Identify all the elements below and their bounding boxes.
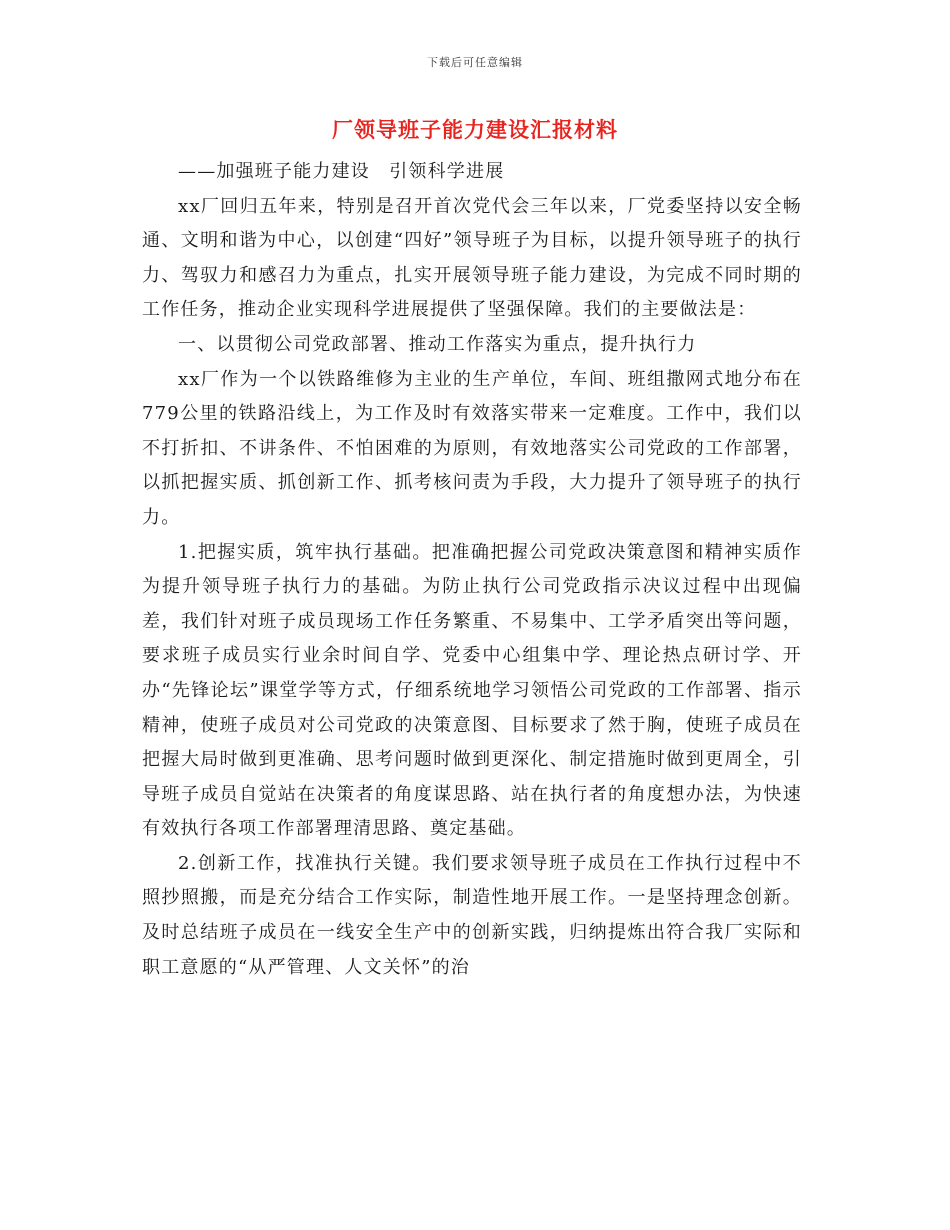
document-body <box>142 155 802 985</box>
document-title: 厂领导班子能力建设汇报材料 <box>332 117 618 142</box>
paragraph: xx厂回归五年来，特别是召开首次党代会三年以来，厂党委坚持以安全畅通、文明和谐为中心，以创建“四好”领导班子为目标，以提升领导班子的执行力、驾驭力和感召力为重点，扎实开展领导班子能力建设，为完成不同时期的工作任务，推动企业实现科学进展提供了坚强保障。我们的主要做法是： <box>142 195 802 321</box>
paragraph: 1.把握实质，筑牢执行基础。把准确把握公司党政决策意图和精神实质作为提升领导班子执行力的基础。为防止执行公司党政指示决议过程中出现偏差，我们针对班子成员现场工作任务繁重、不易集中、工学矛盾突出等问题，要求班子成员实行业余时间自学、党委中心组集中学、理论热点研讨学、开办“先锋论坛”课堂学等方式，仔细系统地学习领悟公司党政的工作部署、指示精神，使班子成员对公司党政的决策意图、目标要求了然于胸，使班子成员在把握大局时做到更准确、思考问题时做到更深化、制定措施时做到更周全，引导班子成员自觉站在决策者的角度谋思路、站在执行者的角度想办法，为快速有效执行各项工作部署理清思路、奠定基础。 <box>142 541 802 840</box>
section-heading: 一、以贯彻公司党政部署、推动工作落实为重点，提升执行力 <box>178 333 697 355</box>
document-subtitle: ——加强班子能力建设 引领科学进展 <box>178 161 505 182</box>
header-note: 下载后可任意编辑 <box>427 56 523 69</box>
paragraph: xx厂作为一个以铁路维修为主业的生产单位，车间、班组撒网式地分布在779公里的铁路沿线上，为工作及时有效落实带来一定难度。工作中，我们以不打折扣、不讲条件、不怕困难的为原则，有效地落实公司党政的工作部署，以抓把握实质、抓创新工作、抓考核问责为手段，大力提升了领导班子的执行力。 <box>142 368 802 528</box>
paragraph: 2.创新工作，找准执行关键。我们要求领导班子成员在工作执行过程中不照抄照搬，而是充分结合工作实际，制造性地开展工作。一是坚持理念创新。及时总结班子成员在一线安全生产中的创新实践，归纳提炼出符合我厂实际和职工意愿的“从严管理、人文关怀”的治 <box>142 852 802 978</box>
